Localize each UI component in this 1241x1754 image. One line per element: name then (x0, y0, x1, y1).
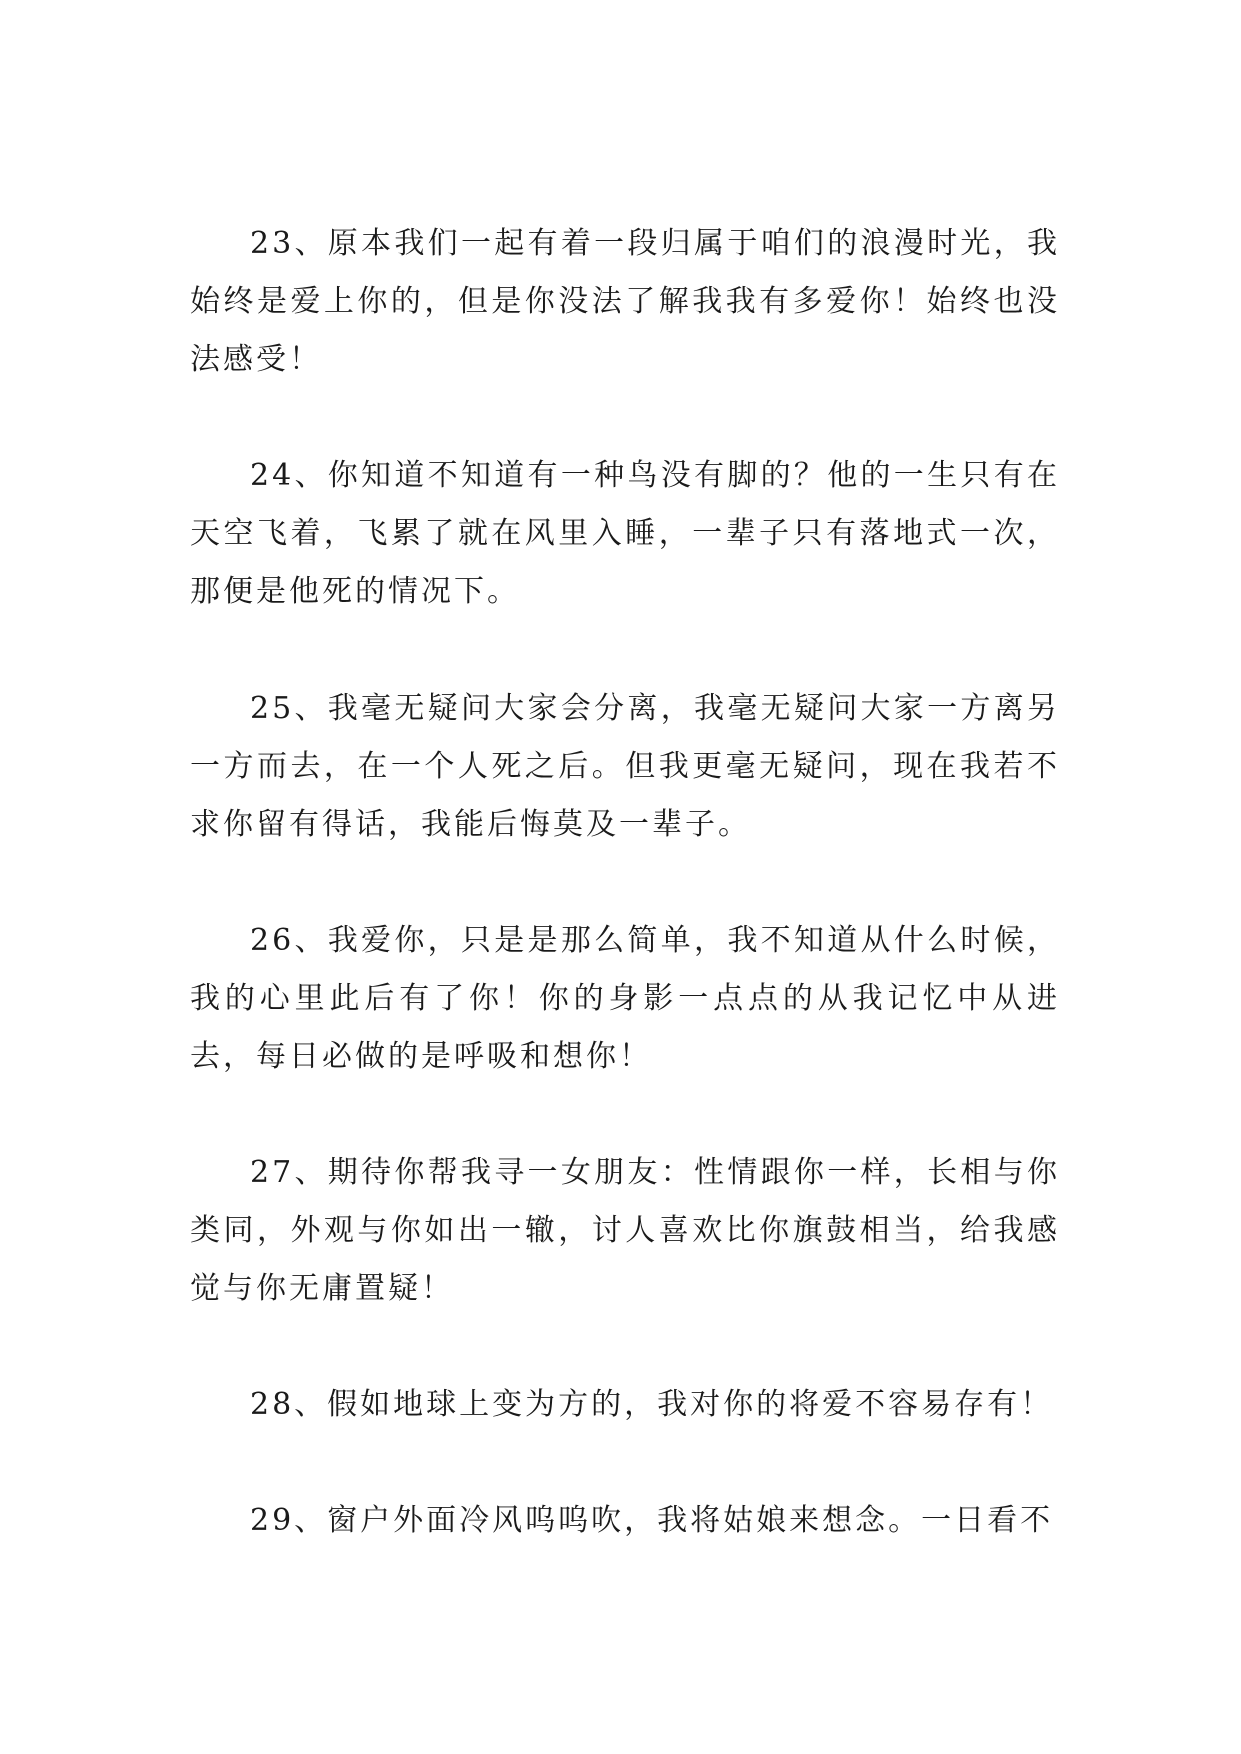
paragraph-29: 29、窗户外面冷风呜呜吹，我将姑娘来想念。一日看不 (250, 1503, 1054, 1538)
paragraph-24: 24、你知道不知道有一种鸟没有脚的？他的一生只有在天空飞着，飞累了就在风里入睡，一辈子只有落地式一次，那便是他死的情况下。 (190, 458, 1060, 609)
paragraph-25: 25、我毫无疑问大家会分离，我毫无疑问大家一方离另一方而去，在一个人死之后。但我更毫无疑问，现在我若不求你留有得话，我能后悔莫及一辈子。 (190, 691, 1060, 842)
paragraph-26: 26、我爱你，只是是那么简单，我不知道从什么时候，我的心里此后有了你！你的身影一点点的从我记忆中从进去，每日必做的是呼吸和想你！ (190, 923, 1060, 1074)
paragraph-27: 27、期待你帮我寻一女朋友：性情跟你一样，长相与你类同，外观与你如出一辙，讨人喜欢比你旗鼓相当，给我感觉与你无庸置疑！ (190, 1155, 1060, 1306)
paragraph-23: 23、原本我们一起有着一段归属于咱们的浪漫时光，我始终是爱上你的，但是你没法了解我我有多爱你！始终也没法感受！ (190, 226, 1060, 377)
paragraph-28: 28、假如地球上变为方的，我对你的将爱不容易存有！ (250, 1387, 1054, 1422)
